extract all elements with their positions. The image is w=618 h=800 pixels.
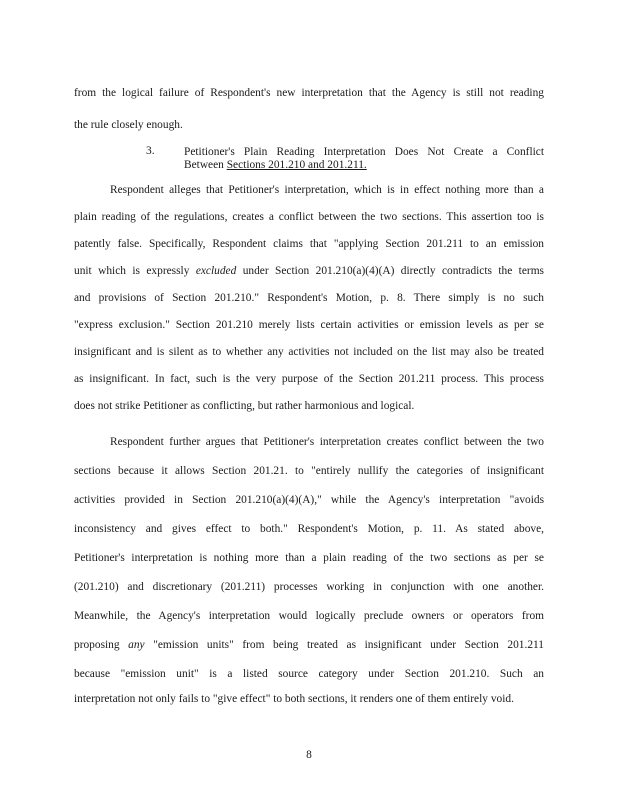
paragraph-2-line-8 <box>74 638 544 652</box>
section-heading-line-2 <box>184 158 544 172</box>
paragraph-2-line-5: Petitioner's interpretation is nothing more than a plain reading of the two sections as per se <box>74 552 544 564</box>
emphasis-excluded: excluded <box>195 265 237 277</box>
intro-line-2: the rule closely enough. <box>74 119 183 131</box>
paragraph-2-line-9: because "emission unit" is a listed source category under Section 201.210. Such an <box>74 668 544 680</box>
paragraph-1-line-4 <box>74 264 544 278</box>
line-8-text-a: proposing <box>74 639 129 651</box>
paragraph-2-line-2: sections because it allows Section 201.21. to "entirely nullify the categories of insignificant <box>74 465 544 477</box>
section-heading-sections: Sections 201.210 and 201.211. <box>226 159 367 171</box>
intro-line-1: from the logical failure of Respondent's new interpretation that the Agency is still not reading <box>74 87 544 99</box>
paragraph-2-line-6: (201.210) and discretionary (201.211) processes working in conjunction with one another. <box>74 581 544 593</box>
paragraph-1-line-1: Respondent alleges that Petitioner's interpretation, which is in effect nothing more than a <box>110 184 544 196</box>
paragraph-2-line-1: Respondent further argues that Petitioner's interpretation creates conflict between the two <box>110 436 544 448</box>
paragraph-1-line-5: and provisions of Section 201.210." Respondent's Motion, p. 8. There simply is no such <box>74 292 544 304</box>
line-4-text-a: unit which is expressly <box>74 265 196 277</box>
paragraph-1-line-6: "express exclusion." Section 201.210 merely lists certain activities or emission levels as per se <box>74 319 544 331</box>
paragraph-2-line-3: activities provided in Section 201.210(a)(4)(A)," while the Agency's interpretation "avoids <box>74 494 544 506</box>
paragraph-1-line-7: insignificant and is silent as to whether any activities not included on the list may also be treated <box>74 346 544 358</box>
section-heading-prefix: Between <box>184 159 227 171</box>
line-8-text-b: "emission units" from being treated as insignificant under Section 201.211 <box>144 639 544 651</box>
line-4-text-b: under Section 201.210(a)(4)(A) directly contradicts the terms <box>236 265 544 277</box>
paragraph-2-line-10: interpretation not only fails to "give effect" to both sections, it renders one of them entirely void. <box>74 693 514 705</box>
emphasis-any: any <box>128 639 145 651</box>
section-number: 3. <box>146 145 155 157</box>
section-heading-line-1: Petitioner's Plain Reading Interpretation Does Not Create a Conflict <box>184 146 544 158</box>
paragraph-1-line-9: does not strike Petitioner as conflicting, but rather harmonious and logical. <box>74 400 415 412</box>
paragraph-1-line-2: plain reading of the regulations, creates a conflict between the two sections. This assertion too is <box>74 211 544 223</box>
paragraph-1-line-8: as insignificant. In fact, such is the very purpose of the Section 201.211 process. This process <box>74 373 544 385</box>
page-number: 8 <box>306 749 312 761</box>
paragraph-2-line-7: Meanwhile, the Agency's interpretation would logically preclude owners or operators from <box>74 610 544 622</box>
paragraph-2-line-4: inconsistency and gives effect to both." Respondent's Motion, p. 11. As stated above, <box>74 523 544 535</box>
paragraph-1-line-3: patently false. Specifically, Respondent claims that "applying Section 201.211 to an emission <box>74 238 544 250</box>
